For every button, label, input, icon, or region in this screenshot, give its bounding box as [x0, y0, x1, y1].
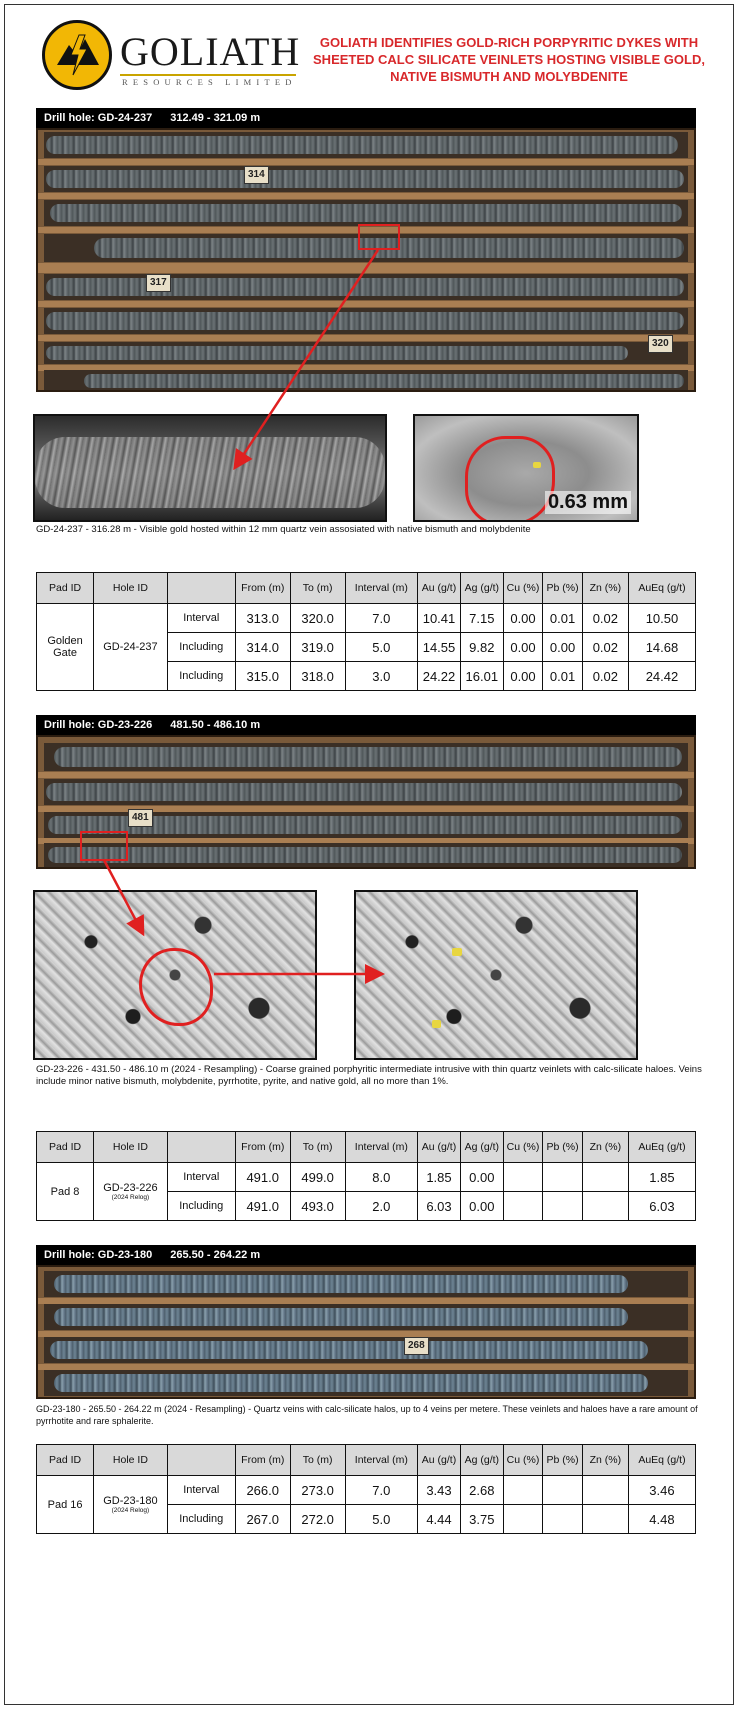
table-cell: 4.44 [418, 1505, 461, 1534]
table-cell: 320.0 [290, 604, 345, 633]
table-cell: 0.00 [543, 633, 583, 662]
table-cell: 0.00 [460, 1192, 503, 1221]
table-cell: 0.00 [503, 604, 543, 633]
table-cell: 1.85 [628, 1163, 695, 1192]
col-header: Ag (g/t) [460, 573, 503, 604]
table-cell: 9.82 [460, 633, 503, 662]
table-cell: 24.42 [628, 662, 695, 691]
table-cell: 0.02 [582, 604, 628, 633]
relog-note: (2024 Relog) [111, 1193, 150, 1201]
table-cell: 7.0 [345, 1476, 417, 1505]
table-cell: 6.03 [418, 1192, 461, 1221]
hole-id: GD-23-180 [103, 1494, 158, 1507]
table-cell: 14.55 [418, 633, 461, 662]
col-header: Au (g/t) [418, 1132, 461, 1163]
col-header: Interval (m) [345, 1132, 417, 1163]
table-cell: 0.01 [543, 604, 583, 633]
table-cell: 267.0 [235, 1505, 290, 1534]
col-header: AuEq (g/t) [628, 573, 695, 604]
table-cell: 4.48 [628, 1505, 695, 1534]
table-cell: 499.0 [290, 1163, 345, 1192]
table-cell: 491.0 [235, 1163, 290, 1192]
table-cell: 0.00 [460, 1163, 503, 1192]
table-cell: 2.68 [460, 1476, 503, 1505]
row-label: Including [167, 1505, 235, 1534]
banner-hole-id: Drill hole: GD-23-226 [44, 719, 153, 731]
col-header: Zn (%) [582, 573, 628, 604]
table-cell: 319.0 [290, 633, 345, 662]
col-header: Pad ID [37, 1132, 94, 1163]
table-cell: 3.75 [460, 1505, 503, 1534]
table-cell: 313.0 [235, 604, 290, 633]
pad-id-cell: Golden Gate [37, 604, 94, 691]
banner-interval: 265.50 - 264.22 m [170, 1249, 261, 1261]
hole-id-cell: GD-24-237 [94, 604, 168, 691]
col-header: Ag (g/t) [460, 1445, 503, 1476]
table-cell: 1.85 [418, 1163, 461, 1192]
logo-wordmark: GOLIATH [120, 29, 301, 74]
scale-label: 0.63 mm [545, 491, 631, 514]
col-header: Pb (%) [543, 573, 583, 604]
table-cell: 24.22 [418, 662, 461, 691]
col-header: Au (g/t) [418, 1445, 461, 1476]
banner-hole-id: Drill hole: GD-23-180 [44, 1249, 153, 1261]
photo-caption-2: GD-23-226 - 431.50 - 486.10 m (2024 - Resampling) - Coarse grained porphyritic intermediate intrusive with thin quartz veinlets with calc-silicate haloes. Veins include minor native bismuth, molybdenite, pyrrhotite, pyrite, and native gold, all no more than 1%. [36, 1064, 702, 1087]
col-header: From (m) [235, 1445, 290, 1476]
table-cell: 14.68 [628, 633, 695, 662]
col-header: Pad ID [37, 1445, 94, 1476]
col-header: Ag (g/t) [460, 1132, 503, 1163]
table-cell: 493.0 [290, 1192, 345, 1221]
table-cell: 3.0 [345, 662, 417, 691]
table-cell: 491.0 [235, 1192, 290, 1221]
banner-interval: 312.49 - 321.09 m [170, 112, 261, 124]
col-header: From (m) [235, 573, 290, 604]
box-depth-tag: 314 [244, 166, 269, 184]
col-header: Cu (%) [503, 1445, 543, 1476]
table-cell: 314.0 [235, 633, 290, 662]
banner-hole-id: Drill hole: GD-24-237 [44, 112, 153, 124]
table-cell: 2.0 [345, 1192, 417, 1221]
col-header: To (m) [290, 1132, 345, 1163]
photo-caption-3: GD-23-180 - 265.50 - 264.22 m (2024 - Resampling) - Quartz veins with calc-silicate halos, up to 4 veins per metere. These veinlets and haloes have a rare amount of pyrrhotite and rare sphalerite. [36, 1404, 698, 1426]
table-cell: 16.01 [460, 662, 503, 691]
row-label: Including [167, 662, 235, 691]
row-label: Including [167, 1192, 235, 1221]
photo-caption-1: GD-24-237 - 316.28 m - Visible gold hosted within 12 mm quartz vein assosiated with native bismuth and molybdenite [36, 524, 531, 535]
row-label: Interval [167, 1476, 235, 1505]
col-header: Pb (%) [543, 1445, 583, 1476]
col-header: Interval (m) [345, 1445, 417, 1476]
banner-interval: 481.50 - 486.10 m [170, 719, 261, 731]
col-header: Hole ID [94, 573, 168, 604]
col-header: AuEq (g/t) [628, 1445, 695, 1476]
relog-note: (2024 Relog) [111, 1506, 150, 1514]
box-depth-tag: 268 [404, 1337, 429, 1355]
row-label: Interval [167, 604, 235, 633]
col-header: From (m) [235, 1132, 290, 1163]
table-cell: 273.0 [290, 1476, 345, 1505]
table-cell: 0.02 [582, 633, 628, 662]
table-cell: 5.0 [345, 633, 417, 662]
box-depth-tag: 481 [128, 809, 153, 827]
table-cell: 315.0 [235, 662, 290, 691]
table-cell: 0.00 [503, 662, 543, 691]
pad-id-cell: Pad 8 [37, 1163, 94, 1221]
page-headline: GOLIATH IDENTIFIES GOLD-RICH PORPYRITIC DYKES WITH SHEETED CALC SILICATE VEINLETS HOSTING VISIBLE GOLD, NATIVE BISMUTH AND MOLYBDENITE [313, 35, 705, 84]
table-cell: 266.0 [235, 1476, 290, 1505]
table-cell: 8.0 [345, 1163, 417, 1192]
logo-subtitle: RESOURCES LIMITED [122, 77, 297, 87]
box-depth-tag: 320 [648, 335, 673, 353]
table-cell: 7.15 [460, 604, 503, 633]
table-cell: 7.0 [345, 604, 417, 633]
table-cell: 0.02 [582, 662, 628, 691]
table-cell: 3.46 [628, 1476, 695, 1505]
table-cell: 318.0 [290, 662, 345, 691]
col-header: Au (g/t) [418, 573, 461, 604]
table-cell: 0.01 [543, 662, 583, 691]
col-header: Interval (m) [345, 573, 417, 604]
col-header: Hole ID [94, 1445, 168, 1476]
arrow-to-closeup-2 [104, 860, 142, 932]
box-depth-tag: 317 [146, 274, 171, 292]
col-header: To (m) [290, 1445, 345, 1476]
table-cell: 0.00 [503, 633, 543, 662]
table-cell: 3.43 [418, 1476, 461, 1505]
row-label: Interval [167, 1163, 235, 1192]
col-header: Zn (%) [582, 1445, 628, 1476]
col-header: Pad ID [37, 573, 94, 604]
arrow-to-closeup-1 [236, 250, 378, 466]
table-cell: 272.0 [290, 1505, 345, 1534]
hole-id: GD-23-226 [103, 1181, 158, 1194]
table-cell: 6.03 [628, 1192, 695, 1221]
table-cell: 10.50 [628, 604, 695, 633]
col-header: Cu (%) [503, 1132, 543, 1163]
col-header: Cu (%) [503, 573, 543, 604]
pad-id-cell: Pad 16 [37, 1476, 94, 1534]
table-cell: 10.41 [418, 604, 461, 633]
row-label: Including [167, 633, 235, 662]
col-header: Zn (%) [582, 1132, 628, 1163]
col-header: AuEq (g/t) [628, 1132, 695, 1163]
table-cell: 5.0 [345, 1505, 417, 1534]
col-header: Pb (%) [543, 1132, 583, 1163]
col-header: To (m) [290, 573, 345, 604]
col-header: Hole ID [94, 1132, 168, 1163]
